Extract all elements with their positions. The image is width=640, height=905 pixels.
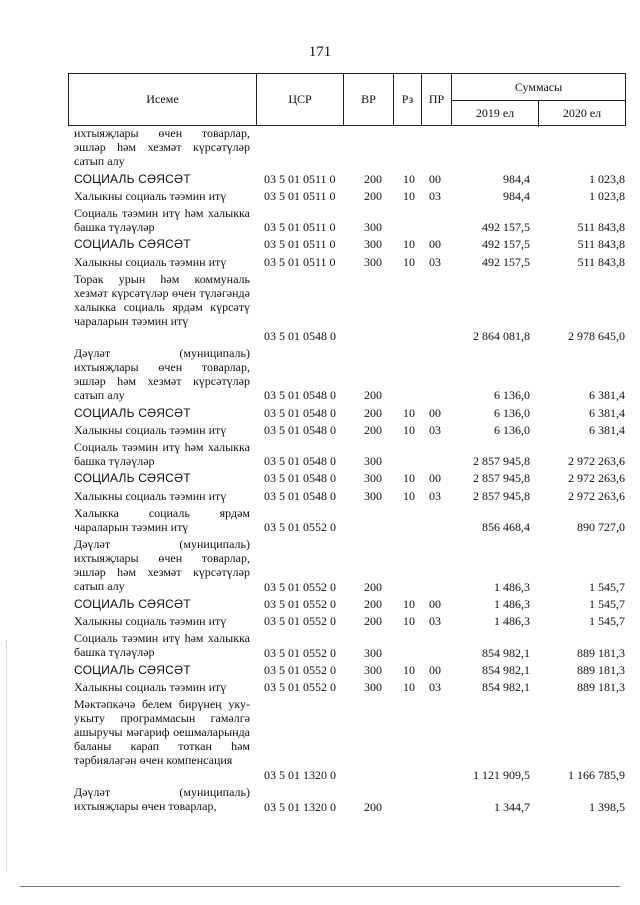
row-csr: 03 5 01 0552 0 [264, 597, 336, 611]
row-sum-2020: 1 023,8 [589, 188, 625, 203]
row-csr: 03 5 01 0552 0 [264, 519, 336, 534]
row-sum-2020: 889 181,3 [577, 645, 625, 660]
row-sum-2020: 1 166 785,9 [568, 768, 625, 783]
row-sum-2020: 6 381,4 [589, 388, 625, 403]
row-sum-2019: 984,4 [503, 171, 530, 186]
row-sum-2019: 854 982,1 [482, 680, 530, 694]
header-vr: ВР [344, 74, 394, 125]
row-sum-2019: 1 486,3 [494, 579, 530, 594]
table-row [0, 255, 640, 269]
table-row [0, 172, 640, 186]
bottom-rule [20, 886, 620, 887]
row-sum-2019: 1 344,7 [494, 799, 530, 814]
row-vr: 300 [364, 454, 382, 469]
row-name: Мәктәпкәчә белем бирүнең уку-укыту программасын гамәлгә ашыручы мәгариф оешмаларында баланы карап тоткан һәм тәрбияләгән өчен компенсация [74, 697, 250, 768]
header-year-2020: 2020 ел [562, 106, 602, 120]
row-name: Социаль тәэмин итү һәм халыкка башка түләүләр [74, 206, 250, 234]
row-name: ихтыяҗлары өчен товарлар, эшләр һәм хезмәт күрсәтүләр сатып алу [74, 126, 250, 168]
row-pr: 03 [429, 488, 441, 503]
row-name: Халыкны социаль тәэмин итү [74, 422, 227, 437]
row-csr: 03 5 01 0511 0 [264, 220, 336, 235]
row-sum-2020: 6 381,4 [589, 405, 625, 420]
row-name: Халыкны социаль тәэмин итү [74, 188, 227, 203]
row-name: Халыкны социаль тәэмин итү [74, 614, 227, 629]
row-name: Дәүләт (муниципаль) ихтыяҗлары өчен товарлар, эшләр һәм хезмәт күрсәтүләр сатып алу [74, 537, 250, 594]
row-csr: 03 5 01 0552 0 [264, 645, 336, 660]
row-vr: 200 [364, 614, 382, 629]
row-sum-2020: 1 023,8 [589, 171, 625, 186]
table-row [0, 663, 640, 677]
row-csr: 03 5 01 0511 0 [264, 188, 336, 203]
row-sum-2019: 1 486,3 [494, 597, 530, 611]
row-sum-2019: 2 857 945,8 [473, 471, 530, 486]
row-rz: 10 [403, 171, 415, 186]
row-csr: 03 5 01 0511 0 [264, 254, 336, 269]
table-row [0, 785, 640, 813]
row-sum-2020: 890 727,0 [577, 519, 625, 534]
row-csr: 03 5 01 0552 0 [264, 579, 336, 594]
row-rz: 10 [403, 597, 415, 611]
row-name: Дәүләт (муниципаль) ихтыяҗлары өчен товарлар, эшләр һәм хезмәт күрсәтүләр сатып алу [74, 345, 250, 402]
row-rz: 10 [403, 680, 415, 694]
row-csr: 03 5 01 1320 0 [264, 799, 336, 814]
row-vr: 300 [364, 680, 382, 694]
row-name: СОЦИАЛЬ СӘЯСӘТ [74, 662, 191, 677]
header-sums-group [452, 74, 625, 125]
row-csr: 03 5 01 0548 0 [264, 328, 336, 343]
row-vr: 300 [364, 471, 382, 486]
header-rz: Рз [394, 74, 422, 125]
row-csr: 03 5 01 0552 0 [264, 680, 336, 694]
row-pr: 00 [429, 171, 441, 186]
row-sum-2019: 2 857 945,8 [473, 488, 530, 503]
row-name: СОЦИАЛЬ СӘЯСӘТ [74, 597, 191, 611]
row-vr: 300 [364, 220, 382, 235]
row-csr: 03 5 01 0511 0 [264, 237, 336, 252]
row-pr: 00 [429, 405, 441, 420]
row-pr: 00 [429, 471, 441, 486]
row-rz: 10 [403, 188, 415, 203]
row-pr: 00 [429, 237, 441, 252]
row-pr: 00 [429, 597, 441, 611]
header-pr: ПР [422, 74, 452, 125]
table-row [0, 631, 640, 659]
row-sum-2020: 1 545,7 [589, 597, 625, 611]
row-csr: 03 5 01 0548 0 [264, 454, 336, 469]
row-csr: 03 5 01 0548 0 [264, 422, 336, 437]
row-name: Халыкны социаль тәэмин итү [74, 254, 227, 269]
table-row [0, 614, 640, 628]
table-row [0, 506, 640, 534]
row-rz: 10 [403, 422, 415, 437]
row-vr: 200 [364, 422, 382, 437]
row-csr: 03 5 01 0511 0 [264, 171, 336, 186]
row-pr: 03 [429, 422, 441, 437]
row-sum-2019: 492 157,5 [482, 220, 530, 235]
table-row [0, 272, 640, 343]
table-row [0, 697, 640, 782]
row-name: СОЦИАЛЬ СӘЯСӘТ [74, 405, 191, 420]
row-rz: 10 [403, 405, 415, 420]
row-csr: 03 5 01 0552 0 [264, 614, 336, 629]
row-name: Халыкны социаль тәэмин итү [74, 680, 227, 694]
row-rz: 10 [403, 662, 415, 677]
row-vr: 200 [364, 579, 382, 594]
table-row [0, 126, 640, 169]
row-sum-2020: 889 181,3 [577, 680, 625, 694]
table-row [0, 489, 640, 503]
row-vr: 200 [364, 405, 382, 420]
row-sum-2020: 1 545,7 [589, 614, 625, 629]
row-csr: 03 5 01 0548 0 [264, 488, 336, 503]
table-row [0, 237, 640, 251]
row-pr: 03 [429, 254, 441, 269]
row-rz: 10 [403, 471, 415, 486]
row-rz: 10 [403, 237, 415, 252]
table-row [0, 189, 640, 203]
table-row [0, 423, 640, 437]
row-sum-2019: 6 136,0 [494, 422, 530, 437]
row-vr: 200 [364, 799, 382, 814]
row-vr: 300 [364, 254, 382, 269]
row-pr: 03 [429, 614, 441, 629]
header-sums: Суммасы [452, 74, 625, 101]
row-sum-2020: 2 972 263,6 [568, 454, 625, 469]
row-sum-2019: 492 157,5 [482, 237, 530, 252]
header-csr: ЦСР [257, 74, 344, 125]
table-row [0, 471, 640, 485]
row-vr: 200 [364, 597, 382, 611]
row-sum-2019: 6 136,0 [494, 388, 530, 403]
row-name: СОЦИАЛЬ СӘЯСӘТ [74, 237, 191, 252]
row-sum-2019: 1 121 909,5 [473, 768, 530, 783]
page-number: 171 [308, 44, 332, 60]
row-vr: 300 [364, 662, 382, 677]
margin-mark [6, 640, 8, 870]
row-sum-2019: 6 136,0 [494, 405, 530, 420]
row-sum-2020: 2 972 263,6 [568, 488, 625, 503]
row-vr: 200 [364, 388, 382, 403]
row-rz: 10 [403, 254, 415, 269]
table-row [0, 406, 640, 420]
row-csr: 03 5 01 0548 0 [264, 405, 336, 420]
row-sum-2020: 511 843,8 [577, 254, 625, 269]
header-name: Исеме [69, 74, 257, 125]
row-sum-2019: 2 864 081,8 [473, 328, 530, 343]
row-name: Социаль тәэмин итү һәм халыкка башка түләүләр [74, 440, 250, 468]
row-sum-2020: 2 972 263,6 [568, 471, 625, 486]
row-vr: 200 [364, 171, 382, 186]
table-row [0, 440, 640, 468]
row-csr: 03 5 01 1320 0 [264, 768, 336, 783]
row-vr: 300 [364, 645, 382, 660]
row-vr: 300 [364, 237, 382, 252]
row-csr: 03 5 01 0552 0 [264, 662, 336, 677]
row-sum-2019: 856 468,4 [482, 519, 530, 534]
row-rz: 10 [403, 614, 415, 629]
table-row [0, 206, 640, 234]
row-pr: 03 [429, 680, 441, 694]
table-header [68, 73, 626, 126]
header-year-2019: 2019 ел [452, 100, 539, 127]
row-sum-2020: 511 843,8 [577, 220, 625, 235]
row-csr: 03 5 01 0548 0 [264, 471, 336, 486]
row-sum-2019: 2 857 945,8 [473, 454, 530, 469]
table-row [0, 537, 640, 594]
row-sum-2019: 492 157,5 [482, 254, 530, 269]
table-row [0, 680, 640, 694]
row-sum-2019: 854 982,1 [482, 662, 530, 677]
row-name: СОЦИАЛЬ СӘЯСӘТ [74, 171, 191, 186]
row-rz: 10 [403, 488, 415, 503]
row-sum-2020: 511 843,8 [577, 237, 625, 252]
table-row [0, 346, 640, 403]
row-sum-2020: 1 398,5 [589, 799, 625, 814]
row-sum-2019: 854 982,1 [482, 645, 530, 660]
row-pr: 00 [429, 662, 441, 677]
row-vr: 200 [364, 188, 382, 203]
row-pr: 03 [429, 188, 441, 203]
row-sum-2019: 984,4 [503, 188, 530, 203]
row-name: СОЦИАЛЬ СӘЯСӘТ [74, 471, 191, 486]
row-name: Халыкка социаль ярдәм чараларын тәэмин итү [74, 505, 250, 534]
row-sum-2020: 6 381,4 [589, 422, 625, 437]
table-row [0, 597, 640, 611]
row-name: Социаль тәэмин итү һәм халыкка башка түләүләр [74, 631, 250, 660]
row-name: Дәүләт (муниципаль) ихтыяҗлары өчен товарлар, [74, 785, 250, 814]
row-sum-2019: 1 486,3 [494, 614, 530, 629]
row-sum-2020: 1 545,7 [589, 579, 625, 594]
row-name: Торак урын һәм коммуналь хезмәт күрсәтүләр өчен түләгәндә халыкка социаль ярдәм күрсәтү чараларын тәэмин итү [74, 271, 250, 328]
row-sum-2020: 2 978 645,0 [568, 328, 625, 343]
row-vr: 300 [364, 488, 382, 503]
row-sum-2020: 889 181,3 [577, 662, 625, 677]
row-csr: 03 5 01 0548 0 [264, 388, 336, 403]
row-name: Халыкны социаль тәэмин итү [74, 488, 227, 503]
